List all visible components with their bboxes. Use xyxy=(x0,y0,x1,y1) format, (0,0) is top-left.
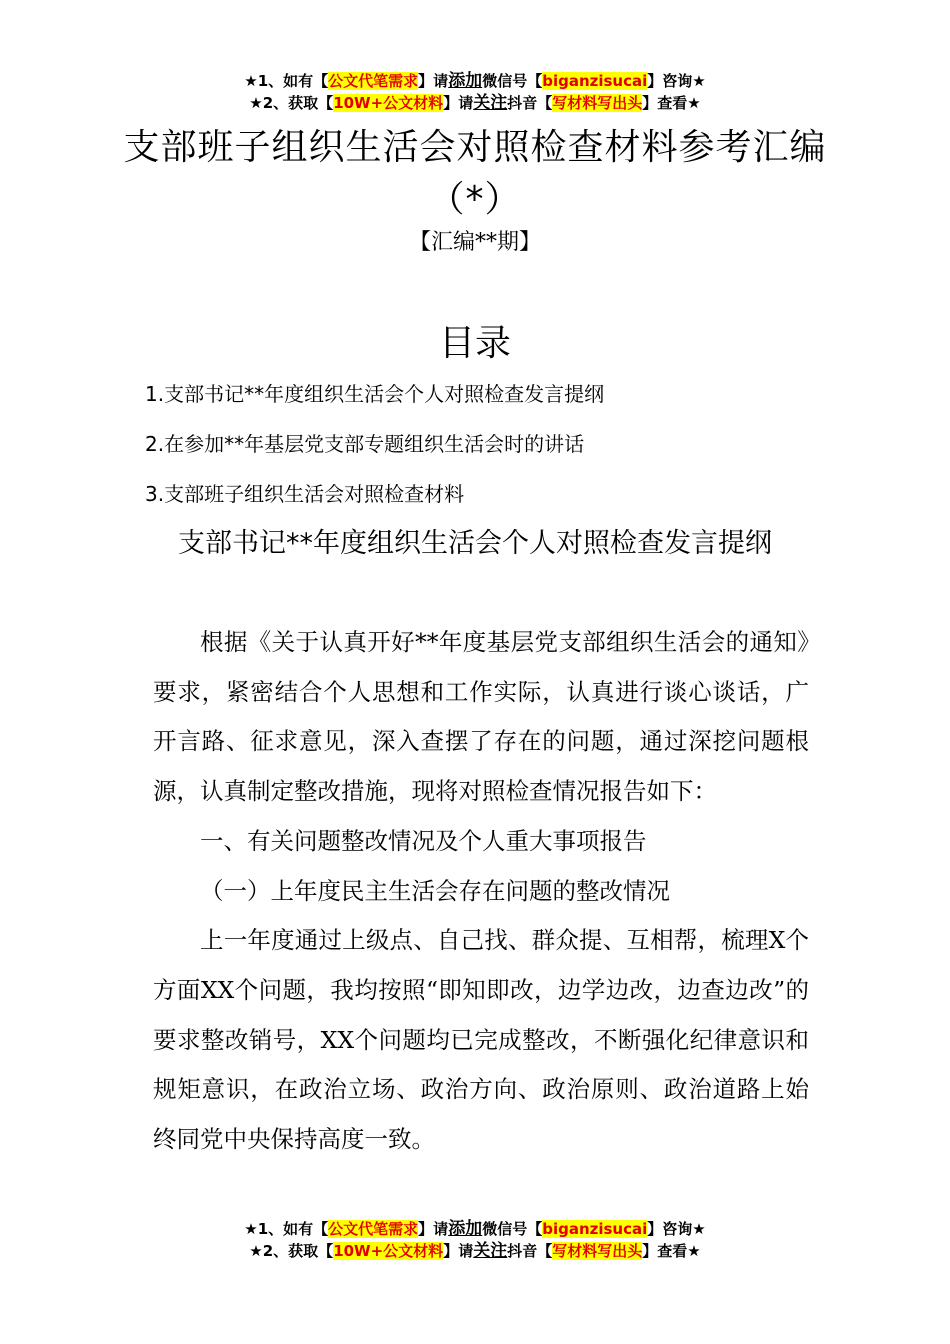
promo-text: 】查看★ xyxy=(642,1242,701,1260)
promo-text: 】咨询★ xyxy=(647,72,706,90)
document-title: 支部班子组织生活会对照检查材料参考汇编（*） xyxy=(123,127,827,220)
section-body xyxy=(153,618,809,1165)
promo-highlight: 公文代笔需求 xyxy=(328,72,419,90)
promo-highlight: 写材料写出头 xyxy=(552,1242,643,1260)
promo-emphasis: 关注 xyxy=(473,93,508,113)
promo-text: 】请 xyxy=(443,94,474,112)
promo-highlight: 10W+公文材料 xyxy=(333,1242,444,1260)
promo-text: ★2、获取【 xyxy=(249,1242,334,1260)
promo-line-2 xyxy=(0,92,950,114)
promo-text: 】请 xyxy=(418,72,449,90)
promo-text: ★1、如有【 xyxy=(244,1220,329,1238)
section-title: 支部书记**年度组织生活会个人对照检查发言提纲 xyxy=(178,528,772,559)
body-paragraph: 根据《关于认真开好**年度基层党支部组织生活会的通知》要求，紧密结合个人思想和工作实际，认真进行谈心谈话，广开言路、征求意见，深入查摆了存在的问题，通过深挖问题根源，认真制定整改措施，现将对照检查情况报告如下： xyxy=(153,628,809,806)
body-heading-level1: 一、有关问题整改情况及个人重大事项报告 xyxy=(200,826,647,855)
promo-line-2 xyxy=(0,1240,950,1262)
promo-text: 微信号【 xyxy=(482,1220,543,1238)
promo-line-1 xyxy=(0,70,950,92)
promo-highlight: biganzisucai xyxy=(542,1220,648,1238)
toc-heading: 目录 xyxy=(438,323,511,364)
body-heading-level2: （一）上年度民主生活会存在问题的整改情况 xyxy=(200,876,670,905)
promo-text: 抖音【 xyxy=(507,94,553,112)
toc-item[interactable]: 3.支部班子组织生活会对照检查材料 xyxy=(145,482,465,506)
promo-emphasis: 添加 xyxy=(448,1219,483,1239)
toc-item[interactable]: 1.支部书记**年度组织生活会个人对照检查发言提纲 xyxy=(145,382,605,406)
promo-banner-bottom xyxy=(0,1218,950,1262)
table-of-contents xyxy=(145,376,845,526)
document-subtitle: 【汇编**期】 xyxy=(408,230,541,255)
promo-text: 】咨询★ xyxy=(647,1220,706,1238)
promo-text: ★2、获取【 xyxy=(249,94,334,112)
toc-item[interactable]: 2.在参加**年基层党支部专题组织生活会时的讲话 xyxy=(145,432,585,456)
promo-text: ★1、如有【 xyxy=(244,72,329,90)
promo-emphasis: 关注 xyxy=(473,1241,508,1261)
promo-highlight: 10W+公文材料 xyxy=(333,94,444,112)
promo-text: 微信号【 xyxy=(482,72,543,90)
promo-line-1 xyxy=(0,1218,950,1240)
promo-highlight: biganzisucai xyxy=(542,72,648,90)
promo-text: 】请 xyxy=(443,1242,474,1260)
promo-text: 】请 xyxy=(418,1220,449,1238)
promo-highlight: 写材料写出头 xyxy=(552,94,643,112)
body-paragraph: 上一年度通过上级点、自己找、群众提、互相帮，梳理X个方面XX个问题，我均按照“即知即改，边学边改，边查边改”的要求整改销号，XX个问题均已完成整改，不断强化纪律意识和规矩意识，在政治立场、政治方向、政治原则、政治道路上始终同党中央保持高度一致。 xyxy=(153,926,809,1154)
promo-highlight: 公文代笔需求 xyxy=(328,1220,419,1238)
promo-text: 】查看★ xyxy=(642,94,701,112)
promo-text: 抖音【 xyxy=(507,1242,553,1260)
promo-emphasis: 添加 xyxy=(448,71,483,91)
promo-banner-top xyxy=(0,70,950,114)
